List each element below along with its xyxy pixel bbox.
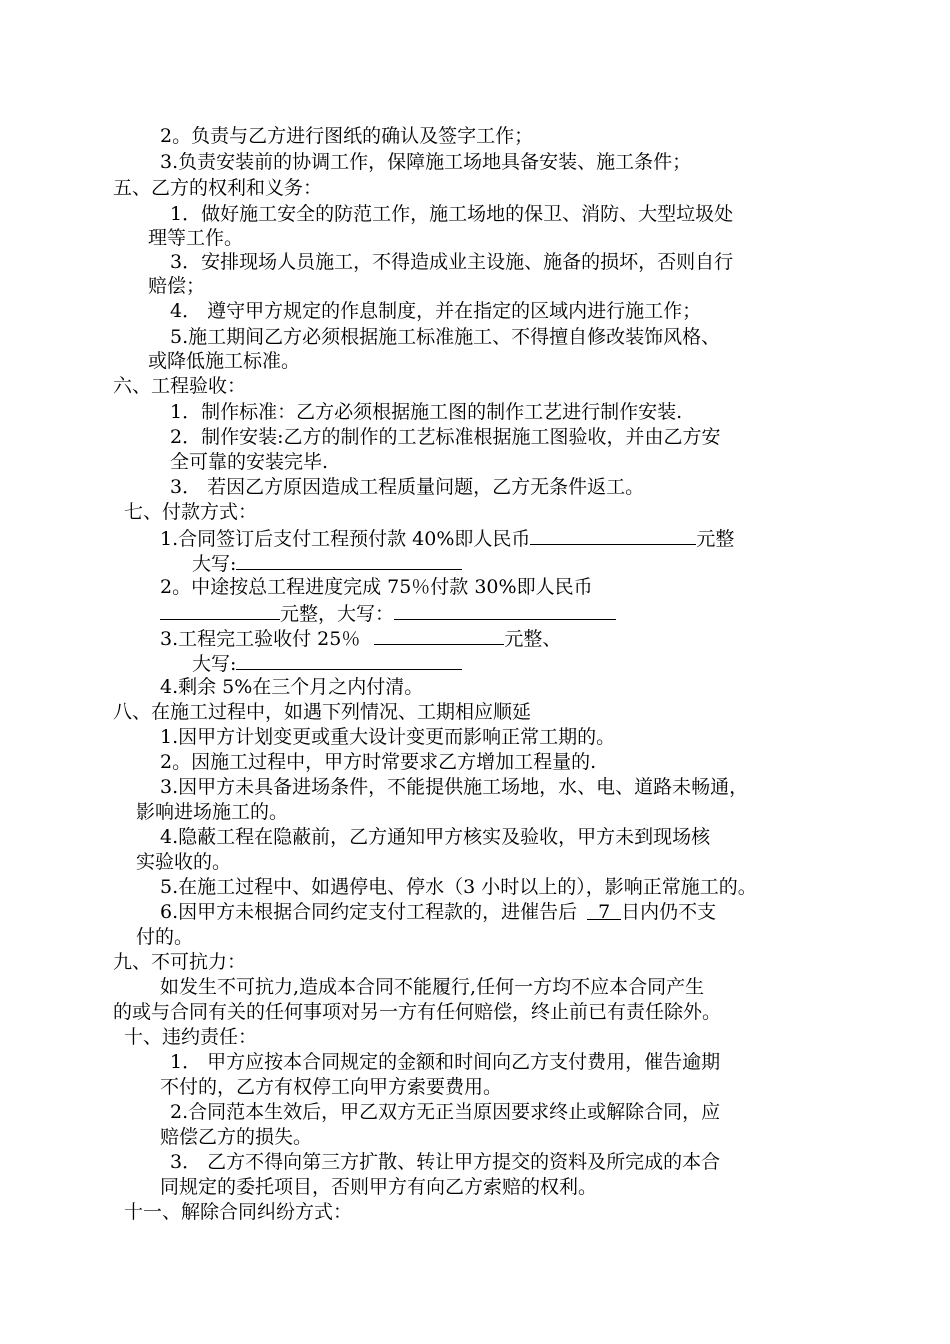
clause-text: 2。负责与乙方进行图纸的确认及签字工作； xyxy=(160,125,534,147)
clause-text: 3.工程完工验收付 25％ xyxy=(160,628,361,650)
clause-text: 同规定的委托项目，否则甲方有向乙方索赔的权利。 xyxy=(160,1176,598,1198)
clause-text: 6.因甲方未根据合同约定支付工程款的，进催告后 xyxy=(160,901,578,923)
clause-text: 3． 乙方不得向第三方扩散、转让甲方提交的资料及所完成的本合 xyxy=(170,1151,721,1173)
amount-blank xyxy=(530,525,696,545)
section-heading: 七、付款方式： xyxy=(124,501,258,523)
amount-blank xyxy=(160,600,280,620)
clause-text: 3.因甲方未具备进场条件，不能提供施工场地，水、电、道路未畅通， xyxy=(160,776,749,798)
payment-line xyxy=(160,625,561,652)
clause-text: 3.负责安装前的协调工作，保障施工场地具备安装、施工条件； xyxy=(160,151,692,173)
clause-text: 元整 xyxy=(696,528,735,550)
clause-text: 元整，大写： xyxy=(280,603,395,625)
clause-text: 影响进场施工的。 xyxy=(136,801,289,823)
clause-text: 实验收的。 xyxy=(136,851,232,873)
clause-text: 不付的，乙方有权停工向甲方索要费用。 xyxy=(160,1076,503,1098)
amount-blank xyxy=(236,650,462,670)
clause-text: 3．安排现场人员施工，不得造成业主设施、施备的损坏，否则自行 xyxy=(170,251,734,273)
clause-text: 5.在施工过程中、如遇停电、停水（3 小时以上的），影响正常施工的。 xyxy=(160,876,757,898)
amount-blank xyxy=(394,600,616,620)
clause-text: 或降低施工标准。 xyxy=(148,350,301,372)
clause-text: 全可靠的安装完毕. xyxy=(170,451,329,473)
clause-text: 3． 若因乙方原因造成工程质量问题，乙方无条件返工。 xyxy=(170,476,645,498)
clause-text: 日内仍不支 xyxy=(621,901,717,923)
clause-text: 2．制作安装:乙方的制作的工艺标准根据施工图验收，并由乙方安 xyxy=(170,426,721,448)
clause-text: 的或与合同有关的任何事项对另一方有任何赔偿，终止前已有责任除外。 xyxy=(113,1001,722,1023)
clause-text: 赔偿乙方的损失。 xyxy=(160,1126,313,1148)
section-heading: 六、工程验收： xyxy=(113,375,247,397)
clause-text: 1.合同签订后支付工程预付款 40%即人民币 xyxy=(160,528,531,550)
payment-line xyxy=(192,650,462,677)
payment-line xyxy=(160,525,734,552)
clause-text: 2。因施工过程中，甲方时常要求乙方增加工程量的. xyxy=(160,751,597,773)
clause-text: 赔偿； xyxy=(148,275,206,297)
clause-text: 5.施工期间乙方必须根据施工标准施工、不得擅自修改装饰风格、 xyxy=(170,326,721,348)
amount-blank xyxy=(374,625,504,645)
clause-text: 大写: xyxy=(192,653,237,675)
clause-text: 理等工作。 xyxy=(148,227,244,249)
clause-text: 4． 遵守甲方规定的作息制度，并在指定的区域内进行施工作； xyxy=(170,300,702,322)
clause-text: 元整、 xyxy=(504,628,562,650)
payment-line xyxy=(192,550,462,577)
clause-text: 2.合同范本生效后，甲乙双方无正当原因要求终止或解除合同，应 xyxy=(170,1101,721,1123)
clause-text: 1．做好施工安全的防范工作，施工场地的保卫、消防、大型垃圾处 xyxy=(170,203,734,225)
clause-text: 1.因甲方计划变更或重大设计变更而影响正常工期的。 xyxy=(160,726,616,748)
section-heading: 八、在施工过程中，如遇下列情况、工期相应顺延 xyxy=(113,701,532,723)
payment-line xyxy=(160,600,616,627)
clause-text: 1．制作标准：乙方必须根据施工图的制作工艺进行制作安装. xyxy=(170,401,683,423)
clause-text: 1． 甲方应按本合同规定的金额和时间向乙方支付费用，催告逾期 xyxy=(170,1051,721,1073)
section-heading: 五、乙方的权利和义务： xyxy=(113,177,323,199)
section-heading: 十、违约责任： xyxy=(124,1026,258,1048)
section-heading: 十一、解除合同纠纷方式： xyxy=(124,1201,353,1223)
section-heading: 九、不可抗力： xyxy=(113,951,247,973)
payment-line xyxy=(160,900,716,925)
clause-text: 4.隐蔽工程在隐蔽前，乙方通知甲方核实及验收，甲方未到现场核 xyxy=(160,826,711,848)
clause-text: 付的。 xyxy=(136,926,194,948)
clause-text: 4.剩余 5%在三个月之内付清。 xyxy=(160,676,424,698)
clause-text: 大写: xyxy=(192,553,237,575)
amount-blank xyxy=(236,550,462,570)
days-value: 7 xyxy=(587,900,621,920)
clause-text: 如发生不可抗力,造成本合同不能履行,任何一方均不应本合同产生 xyxy=(160,976,705,998)
clause-text: 2。中途按总工程进度完成 75％付款 30%即人民币 xyxy=(160,576,593,598)
